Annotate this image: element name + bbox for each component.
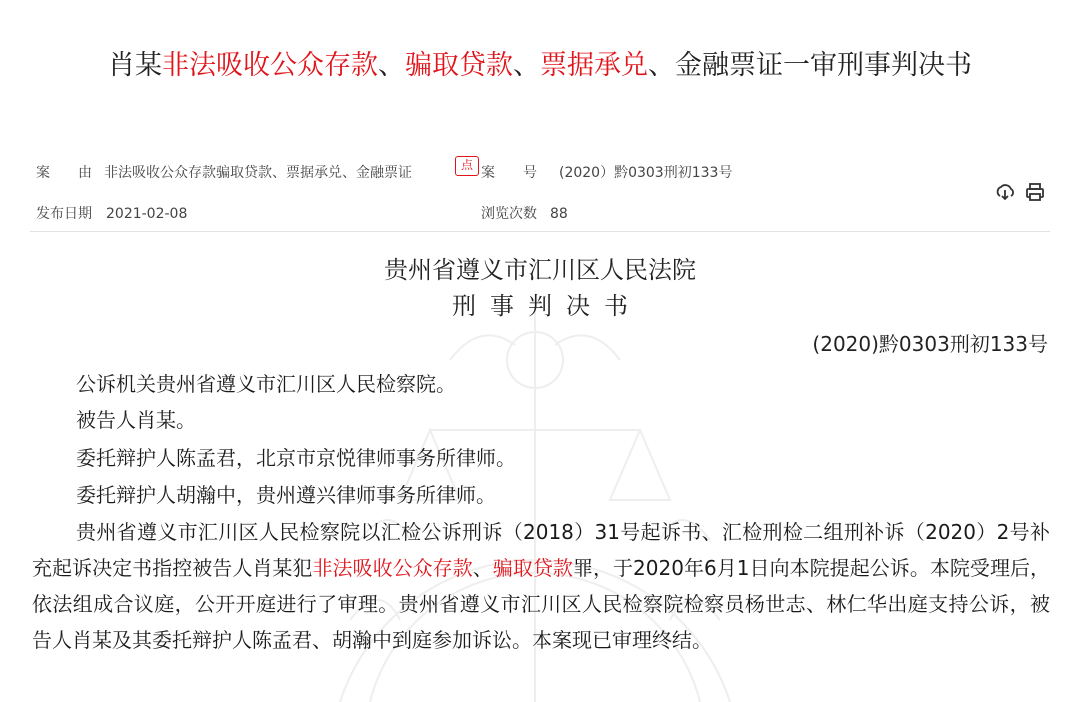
case-number-label: 案 号	[481, 165, 537, 181]
title-keyword-bill-acceptance[interactable]: 票据承兑	[540, 50, 648, 81]
summary-separator: 、	[472, 556, 493, 580]
paragraph-prosecutor: 公诉机关贵州省遵义市汇川区人民检察院。	[76, 372, 456, 396]
title-keyword-loan-fraud[interactable]: 骗取贷款	[405, 50, 513, 81]
summary-keyword-loan-fraud[interactable]: 骗取贷款	[492, 556, 573, 580]
tag-badge[interactable]: 点	[455, 156, 479, 176]
title-keyword-illegal-deposit[interactable]: 非法吸收公众存款	[162, 50, 378, 81]
page-title	[0, 46, 1080, 86]
paragraph-defendant: 被告人肖某。	[76, 408, 196, 432]
view-count-value: 88	[550, 206, 568, 222]
title-prefix: 肖某	[108, 50, 162, 81]
cause-value: 非法吸收公众存款骗取贷款、票据承兑、金融票证	[104, 165, 412, 181]
paragraph-case-summary	[32, 514, 1050, 658]
publish-date-label: 发布日期	[36, 206, 92, 222]
header-divider	[30, 231, 1050, 232]
title-separator: 、	[378, 50, 405, 81]
paragraph-defense-counsel-1: 委托辩护人陈孟君，北京市京悦律师事务所律师。	[76, 446, 516, 470]
cause-label: 案 由	[36, 165, 92, 181]
document-case-number: (2020)黔0303刑初133号	[812, 332, 1048, 356]
summary-keyword-illegal-deposit[interactable]: 非法吸收公众存款	[312, 556, 473, 580]
download-icon[interactable]	[994, 181, 1016, 203]
document-type: 刑事判决书	[452, 292, 642, 320]
print-icon[interactable]	[1024, 181, 1046, 203]
court-name: 贵州省遵义市汇川区人民法院	[384, 256, 696, 284]
summary-text: 贵州省遵义市汇川区人民检察院以汇检公诉刑诉（2018）31号起诉书、汇检刑检二组刑补诉（2020）2号补充起诉决定书指控被告人肖某犯	[32, 520, 1050, 580]
title-separator: 、	[513, 50, 540, 81]
view-count-label: 浏览次数	[481, 206, 537, 222]
title-suffix: 、金融票证一审刑事判决书	[648, 50, 972, 81]
paragraph-defense-counsel-2: 委托辩护人胡瀚中，贵州遵兴律师事务所律师。	[76, 483, 496, 507]
summary-text: 罪，于2020年6月1日向本院提起公诉。本院受理后，依法组成合议庭，公开开庭进行了审理。贵州省遵义市汇川区人民检察院检察员杨世志、林仁华出庭支持公诉，被告人肖某及其委托辩护人陈孟君、胡瀚中到庭参加诉讼。本案现已审理终结。	[32, 556, 1051, 652]
publish-date-value: 2021-02-08	[106, 206, 188, 222]
case-number-value: (2020）黔0303刑初133号	[559, 165, 733, 181]
